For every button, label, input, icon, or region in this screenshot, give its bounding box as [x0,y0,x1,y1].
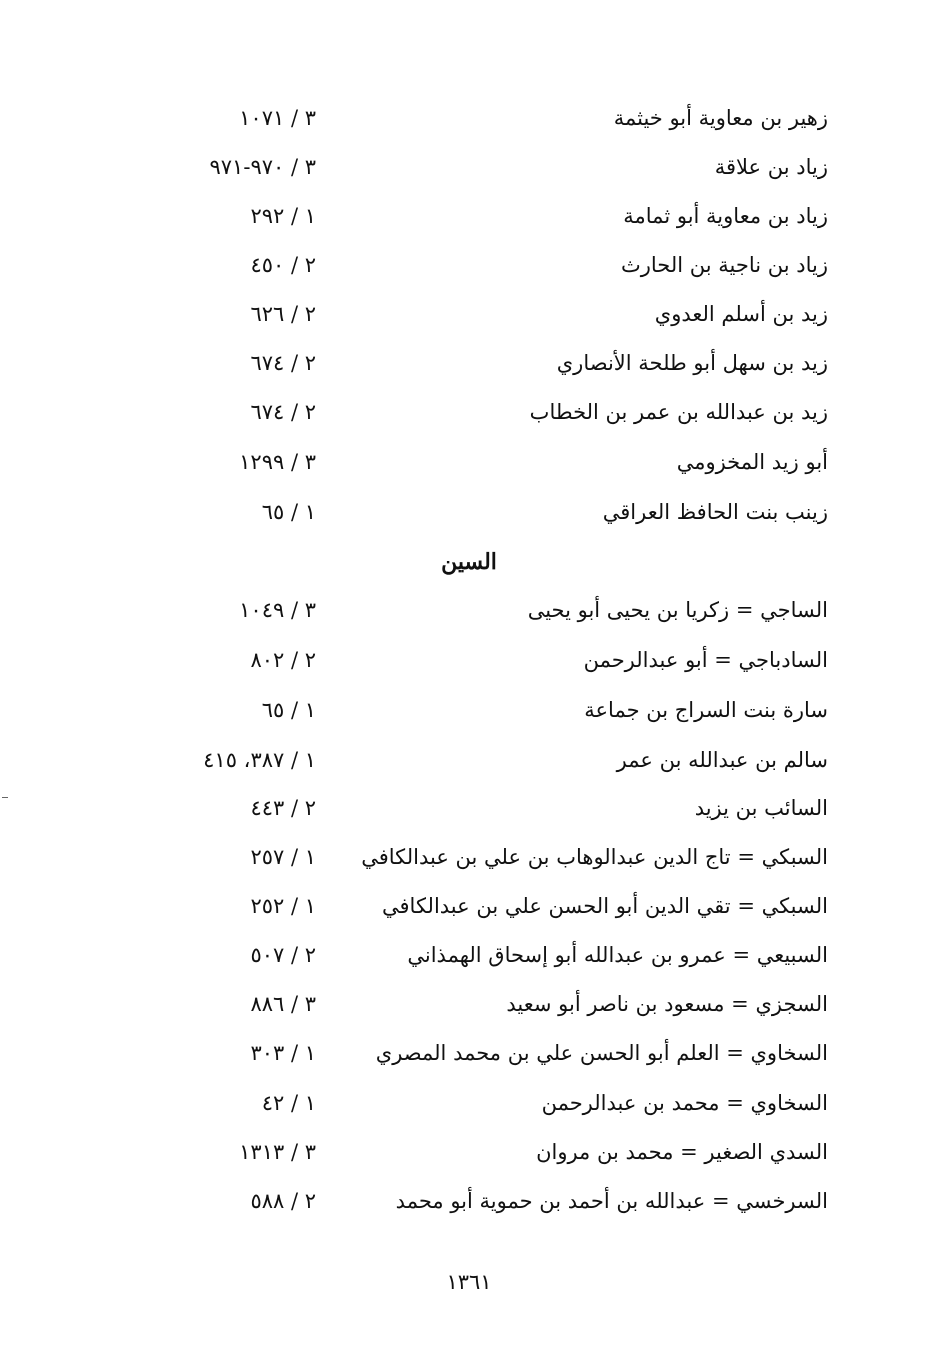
entry-reference: ٣ / ٨٨٦ [250,992,316,1016]
index-entry [0,1033,938,1073]
entry-name: زيد بن سهل أبو طلحة الأنصاري [556,351,828,375]
index-entry [0,690,938,730]
index-entry [0,837,938,877]
entry-name: السخاوي = العلم أبو الحسن علي بن محمد المصري [375,1041,828,1065]
entry-reference: ٣ / ١٠٧١ [239,106,316,130]
page-number: ١٣٦١ [446,1270,492,1294]
index-entry [0,935,938,975]
index-entry [0,392,938,432]
entry-reference: ٢ / ٦٧٤ [250,351,316,375]
entry-name: السخاوي = محمد بن عبدالرحمن [541,1091,828,1115]
entry-name: سارة بنت السراج بن جماعة [584,698,828,722]
index-entry [0,886,938,926]
entry-reference: ١ / ٢٩٢ [250,204,316,228]
index-entry [0,788,938,828]
entry-name: أبو زيد المخزومي [676,450,828,474]
index-entry [0,196,938,236]
entry-reference: ٢ / ٦٧٤ [250,400,316,424]
index-entry [0,740,938,780]
entry-name: زيد بن عبدالله بن عمر بن الخطاب [529,400,828,424]
index-entry [0,1181,938,1221]
entry-reference: ٢ / ٤٤٣ [250,796,316,820]
entry-reference: ٣ / ١٠٤٩ [239,598,316,622]
entry-name: السبكي = تقي الدين أبو الحسن علي بن عبدالكافي [382,894,828,918]
entry-reference: ٢ / ٥٨٨ [250,1189,316,1213]
index-entry [0,147,938,187]
entry-name: زياد بن معاوية أبو ثمامة [623,204,828,228]
entry-reference: ٣ / ٩٧٠-٩٧١ [209,155,316,179]
entry-reference: ١ / ٦٥ [261,698,316,722]
entry-reference: ١ / ٣٨٧، ٤١٥ [203,748,316,772]
entry-name: السرخسي = عبدالله بن أحمد بن حموية أبو محمد [395,1189,828,1213]
entry-name: زهير بن معاوية أبو خيثمة [613,106,828,130]
entry-reference: ١ / ٤٢ [261,1091,316,1115]
entry-name: السدي الصغير = محمد بن مروان [536,1140,828,1164]
entry-reference: ٣ / ١٢٩٩ [239,450,316,474]
index-entry [0,1083,938,1123]
entry-name: السجزي = مسعود بن ناصر أبو سعيد [506,992,828,1016]
index-entry [0,984,938,1024]
entry-name: السبيعي = عمرو بن عبدالله أبو إسحاق الهمذاني [407,943,828,967]
entry-name: السائب بن يزيد [694,796,828,820]
entry-reference: ٢ / ٤٥٠ [250,253,316,277]
index-entry [0,343,938,383]
scan-edge-mark [2,797,8,798]
entry-name: زياد بن ناجية بن الحارث [620,253,828,277]
entry-reference: ١ / ٢٥٢ [250,894,316,918]
index-entry [0,640,938,680]
entry-name: سالم بن عبدالله بن عمر [616,748,828,772]
entry-reference: ٢ / ٨٠٢ [250,648,316,672]
entry-name: السبكي = تاج الدين عبدالوهاب بن علي بن عبدالكافي [361,845,828,869]
entry-name: الساجي = زكريا بن يحيى أبو يحيى [527,598,828,622]
section-heading: السين [441,549,497,575]
entry-reference: ١ / ٢٥٧ [250,845,316,869]
entry-name: زياد بن علاقة [714,155,828,179]
index-entry [0,590,938,630]
entry-reference: ٣ / ١٣١٣ [239,1140,316,1164]
index-entry [0,442,938,482]
entry-name: زينب بنت الحافظ العراقي [602,500,828,524]
entry-reference: ١ / ٣٠٣ [250,1041,316,1065]
index-entry [0,294,938,334]
entry-reference: ٢ / ٥٠٧ [250,943,316,967]
index-entry [0,98,938,138]
entry-name: زيد بن أسلم العدوي [654,302,828,326]
index-entry [0,1132,938,1172]
index-entry [0,245,938,285]
entry-reference: ١ / ٦٥ [261,500,316,524]
entry-name: السادباجي = أبو عبدالرحمن [583,648,828,672]
entry-reference: ٢ / ٦٢٦ [250,302,316,326]
index-entry [0,492,938,532]
